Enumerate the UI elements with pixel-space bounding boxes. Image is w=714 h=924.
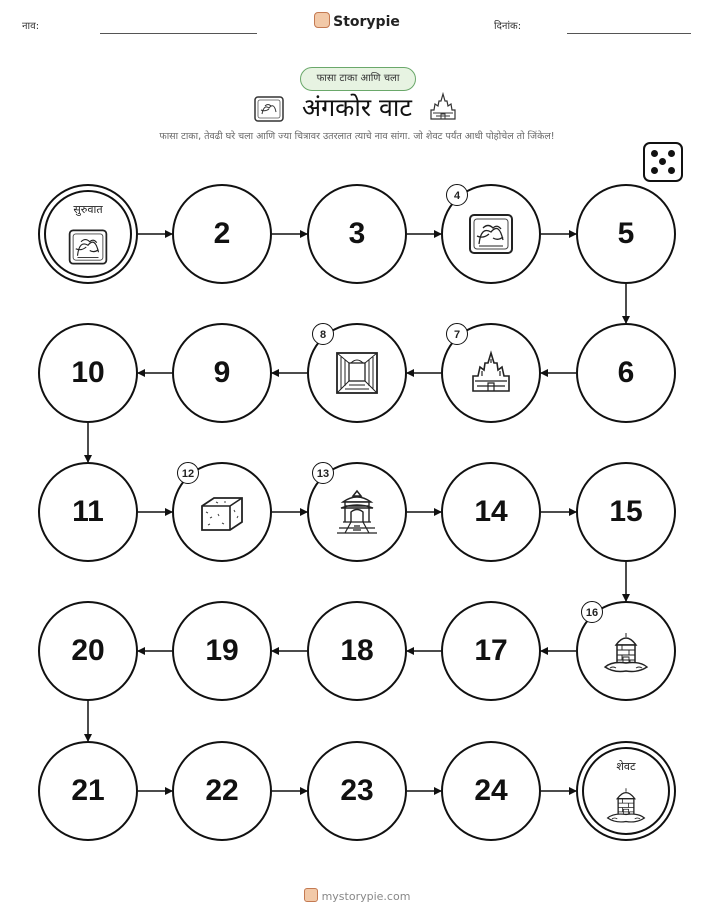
board-space-22 [172,741,272,841]
board-space-21 [38,741,138,841]
space-number: 23 [340,774,374,807]
space-number-badge: 8 [312,323,334,345]
board-space-23 [307,741,407,841]
space-number: 22 [205,774,239,807]
space-number-badge: 16 [581,601,603,623]
space-number: 3 [348,217,366,250]
board-space-19 [172,601,272,701]
end-label: शेवट [616,760,636,773]
name-label: नाव: [22,21,40,32]
space-number: 21 [71,774,105,807]
board-space-14 [441,462,541,562]
carved-relief-icon [467,210,515,258]
space-number: 10 [71,356,105,389]
space-number: 15 [609,495,643,528]
board-space-8 [307,323,407,423]
page-title: अंगकोर वाट [302,93,412,122]
board-space-20 [38,601,138,701]
space-number: 6 [617,356,635,389]
space-number: 17 [474,634,508,667]
board-space-13 [307,462,407,562]
footer [0,888,714,903]
footer-site: mystorypie.com [321,890,411,903]
space-number-badge: 4 [446,184,468,206]
date-label: दिनांक: [494,21,522,32]
board-space-4 [441,184,541,284]
space-number-badge: 7 [446,323,468,345]
space-number: 14 [474,495,508,528]
board-space-5 [576,184,676,284]
temple-icon [467,349,515,397]
board-space-6 [576,323,676,423]
board-space-3 [307,184,407,284]
board-space-15 [576,462,676,562]
space-number: 11 [72,495,104,528]
space-number: 24 [474,774,508,807]
game-type-badge: फासा टाका आणि चला [300,67,416,91]
board-space-11 [38,462,138,562]
start-space [38,184,138,284]
space-number: 5 [617,217,635,250]
board-space-10 [38,323,138,423]
board-space-16 [576,601,676,701]
space-number-badge: 13 [312,462,334,484]
board-space-9 [172,323,272,423]
space-number-badge: 12 [177,462,199,484]
island-tower-icon [602,627,650,675]
brand-name: Storypie [333,14,400,30]
board-space-12 [172,462,272,562]
corridor-icon [333,349,381,397]
space-number: 19 [205,634,239,667]
finish-space [576,741,676,841]
board-space-24 [441,741,541,841]
stone-block-icon [198,488,246,536]
space-number: 18 [340,634,374,667]
board-space-17 [441,601,541,701]
board-space-2 [172,184,272,284]
storypie-logo-icon [304,888,318,902]
board-space-7 [441,323,541,423]
start-label: सुरुवात [73,203,103,216]
gate-icon [333,488,381,536]
space-number: 20 [71,634,105,667]
instructions: फासा टाका, तेवढी घरे चला आणि ज्या चित्रावर उतरलात त्याचे नाव सांगा. जो शेवट पर्यंत आधी पोहोचेल तो जिंकेल! [159,131,555,142]
space-number: 2 [213,217,231,250]
island-tower-icon [603,783,649,825]
board-space-18 [307,601,407,701]
space-number: 9 [213,356,231,389]
carved-relief-icon [65,226,111,268]
